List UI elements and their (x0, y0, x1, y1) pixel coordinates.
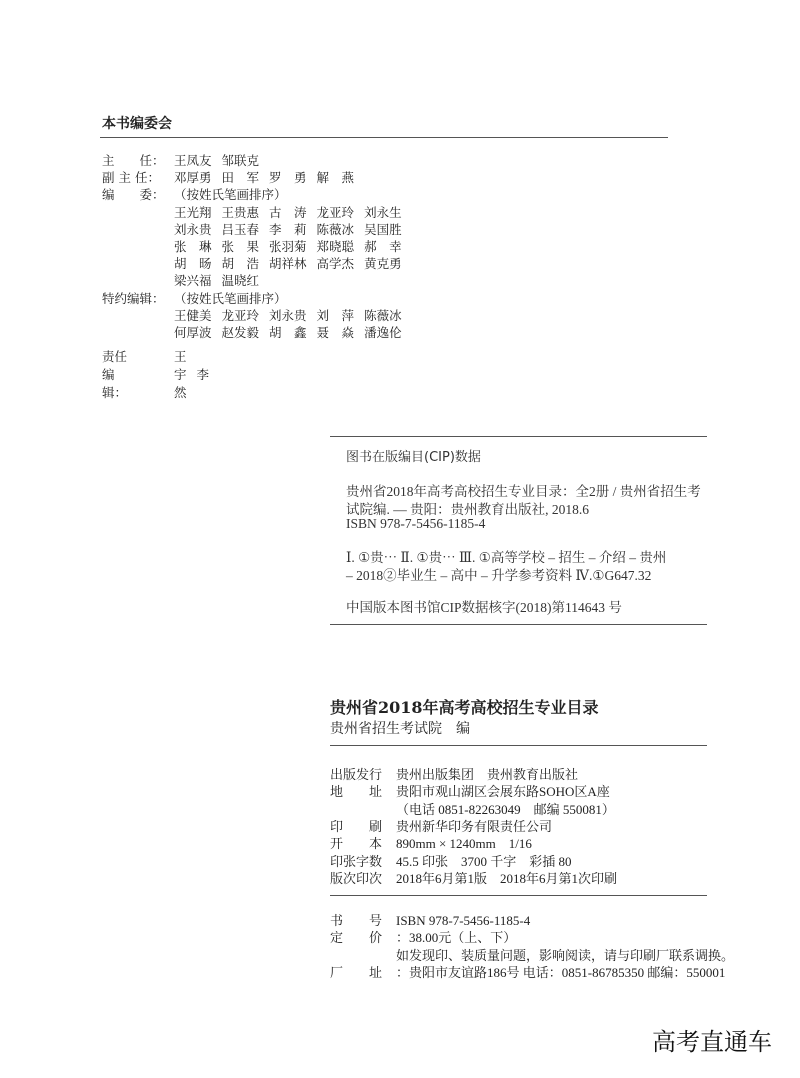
publish-row (330, 764, 578, 783)
retail-row (330, 927, 516, 946)
committee-member: 黄克勇 (364, 256, 402, 272)
retail-info (330, 910, 750, 990)
publish-row (330, 781, 610, 800)
publish-value: 45.5 印张 3700 千字 彩插 80 (396, 853, 572, 869)
publish-label: 出版发行 (330, 767, 383, 782)
committee-names (174, 306, 412, 324)
retail-value: ：贵阳市友谊路186号 电话：0851-86785350 邮编：550001 (396, 964, 726, 980)
committee-names (174, 203, 412, 221)
responsible-editor-role: 责任编辑： (102, 349, 128, 400)
publish-row (330, 833, 532, 852)
committee-member: 聂 焱 (316, 325, 355, 340)
committee-member: 解 燕 (316, 170, 355, 186)
committee-member: 吴国胜 (364, 221, 402, 237)
committee-names (174, 254, 412, 272)
committee-member: 胡 鑫 (269, 325, 307, 340)
book-title: 贵州省2018年高考高校招生专业目录 (330, 698, 599, 717)
committee-member: 胡祥林 (269, 256, 307, 272)
publish-value: 贵阳市观山湖区会展东路SOHO区A座 (396, 784, 610, 800)
cip-heading: 图书在版编目(CIP)数据 (346, 450, 481, 465)
committee-member: 高学杰 (316, 256, 355, 272)
publish-label: 开 本 (330, 836, 383, 852)
committee-member: 陈薇冰 (316, 221, 355, 237)
committee-member: 刘永生 (364, 204, 402, 220)
book-editor: 贵州省招生考试院 编 (330, 721, 470, 737)
committee-member: 赵发毅 (221, 325, 260, 340)
cip-line-6: 中国版本图书馆CIP数据核字(2018)第114643 号 (346, 600, 622, 615)
committee-member: 张 琳 (174, 239, 212, 254)
committee-member: 梁兴福 (174, 273, 212, 289)
committee-names (174, 185, 297, 203)
committee-role: 编 委： (102, 187, 165, 203)
publish-label: 印张字数 (330, 853, 383, 869)
committee-names (174, 237, 412, 255)
committee-member: 罗 勇 (269, 170, 307, 186)
responsible-editor: 李 然 (174, 367, 222, 400)
committee-names (174, 151, 269, 169)
committee-member: 王贵惠 (221, 204, 260, 220)
committee-member: 李 莉 (269, 221, 307, 237)
committee-member: 王健美 (174, 307, 212, 323)
committee-role: 主 任： (102, 153, 165, 168)
committee-names (174, 168, 364, 186)
committee-member: 邓厚勇 (174, 170, 212, 186)
publish-value: （电话 0851-82263049 邮编 550081） (396, 801, 615, 817)
committee-member: 邹联克 (221, 153, 260, 168)
committee-member: 张 果 (221, 239, 260, 254)
committee-member: 胡 旸 (174, 256, 212, 272)
retail-value: 如发现印、装质量问题，影响阅读，请与印刷厂联系调换。 (396, 947, 735, 963)
cip-line-2: 试院编. — 贵阳：贵州教育出版社, 2018.6 (346, 502, 589, 517)
title-divider (330, 745, 707, 746)
committee-role: 副 主 任： (102, 170, 160, 186)
committee-names (174, 271, 269, 289)
committee-member: 龙亚玲 (316, 204, 355, 220)
committee-member: （按姓氏笔画排序） (174, 187, 287, 203)
publish-label: 版次印次 (330, 870, 383, 886)
publish-row (330, 799, 615, 818)
committee-role: 特约编辑： (102, 290, 165, 306)
publish-label: 印 刷 (330, 818, 383, 834)
committee-member: （按姓氏笔画排序） (174, 290, 287, 306)
committee-member: 张羽菊 (269, 239, 307, 254)
retail-value: ：38.00元（上、下） (396, 930, 517, 946)
responsible-editor: 王 宇 (174, 349, 200, 382)
committee-names (174, 289, 297, 307)
committee-member: 陈薇冰 (364, 307, 402, 323)
committee-member: 龙亚玲 (221, 307, 260, 323)
committee-title: 本书编委会 (102, 116, 172, 132)
committee-divider (100, 137, 668, 138)
committee-member: 刘永贵 (269, 307, 307, 323)
publish-row (330, 816, 552, 835)
cip-line-5: – 2018②毕业生 – 高中 – 升学参考资料 Ⅳ.①G647.32 (346, 568, 652, 583)
committee-member: 王光翔 (174, 204, 212, 220)
publish-value: 贵州出版集团 贵州教育出版社 (396, 767, 579, 782)
committee-member: 胡 浩 (221, 256, 260, 272)
committee-member: 潘逸伦 (364, 325, 402, 340)
committee-list (102, 151, 542, 400)
publish-value: 890mm × 1240mm 1/16 (396, 836, 532, 852)
publish-divider (330, 895, 707, 896)
committee-member: 何厚波 (174, 325, 212, 340)
retail-value: ISBN 978-7-5456-1185-4 (396, 913, 531, 928)
cip-bottom-divider (330, 624, 707, 625)
committee-member: 刘永贵 (174, 221, 212, 237)
retail-label: 定 价 (330, 930, 383, 946)
publish-row (330, 868, 617, 887)
committee-member: 吕玉春 (221, 221, 260, 237)
publish-value: 2018年6月第1版 2018年6月第1次印刷 (396, 870, 618, 886)
committee-member: 刘 萍 (316, 307, 355, 323)
publish-info (330, 764, 730, 884)
committee-member: 温晓红 (221, 273, 260, 289)
responsible-editor-names (174, 347, 222, 401)
watermark-text: 高考直通车 (652, 1028, 772, 1056)
committee-member: 郑晓聪 (316, 239, 355, 254)
committee-member: 古 涛 (269, 204, 307, 220)
retail-row (330, 910, 530, 929)
committee-member: 郝 幸 (364, 239, 402, 254)
publish-value: 贵州新华印务有限责任公司 (396, 818, 553, 834)
committee-names (174, 220, 412, 238)
committee-names (174, 323, 412, 341)
retail-label: 书 号 (330, 913, 383, 928)
cip-line-4: Ⅰ. ①贵⋯ Ⅱ. ①贵⋯ Ⅲ. ①高等学校 – 招生 – 介绍 – 贵州 (346, 550, 667, 565)
retail-label: 厂 址 (330, 964, 383, 980)
retail-row (330, 962, 725, 981)
committee-member: 王凤友 (174, 153, 212, 168)
cip-top-divider (330, 436, 707, 437)
retail-row (330, 945, 734, 964)
committee-member: 田 军 (221, 170, 260, 186)
cip-line-1: 贵州省2018年高考高校招生专业目录：全2册 / 贵州省招生考 (346, 484, 701, 499)
publish-row (330, 851, 572, 870)
cip-isbn: ISBN 978-7-5456-1185-4 (346, 516, 486, 531)
publish-label: 地 址 (330, 784, 383, 800)
